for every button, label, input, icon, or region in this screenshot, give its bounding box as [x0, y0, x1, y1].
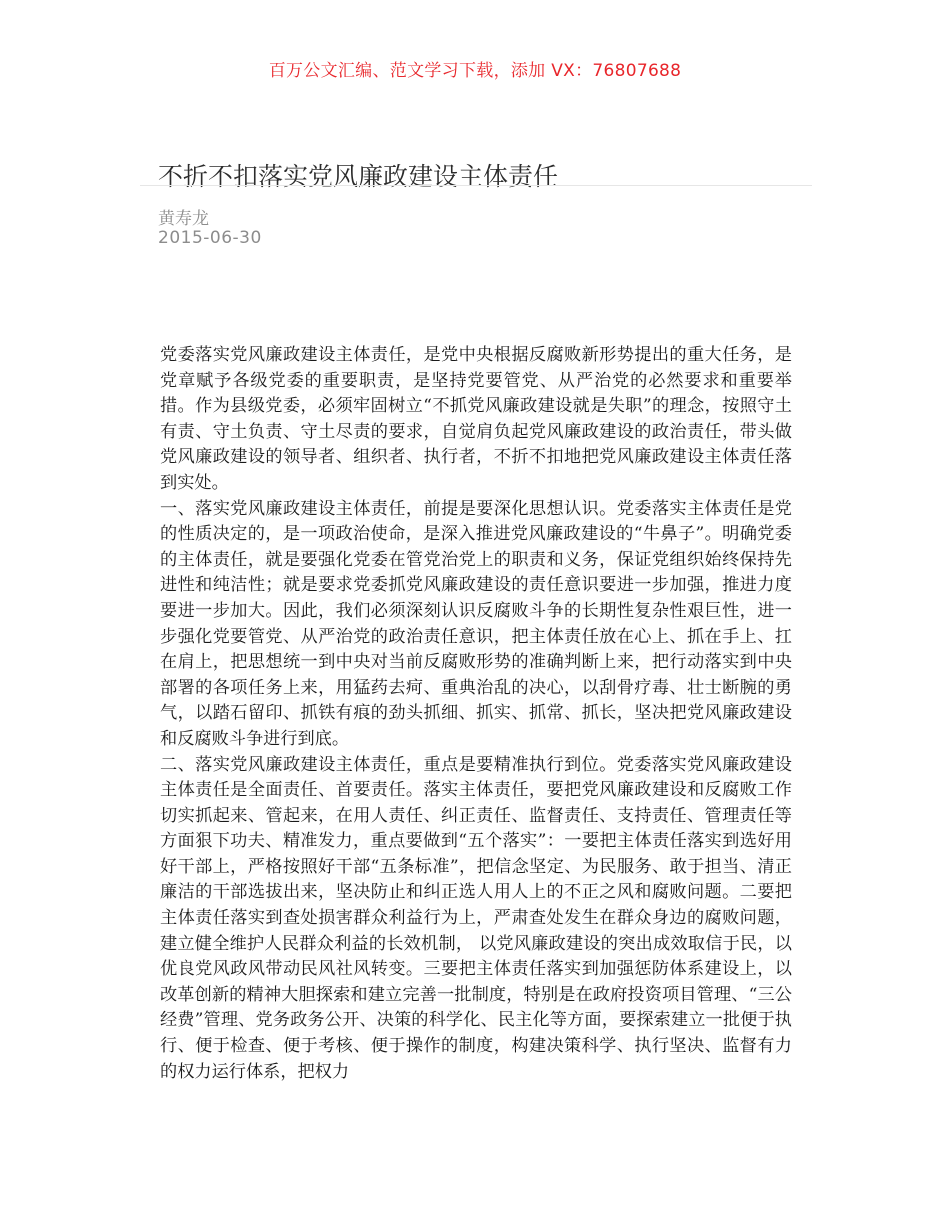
article-title: 不折不扣落实党风廉政建设主体责任: [158, 161, 559, 191]
article-body: [160, 343, 792, 1085]
article-date: 2015-06-30: [158, 228, 262, 248]
title-divider: [140, 185, 812, 186]
body-paragraph: 党委落实党风廉政建设主体责任，是党中央根据反腐败新形势提出的重大任务，是党章赋予各级党委的重要职责，是坚持党要管党、从严治党的必然要求和重要举措。作为县级党委，必须牢固树立“不抓党风廉政建设就是失职”的理念，按照守土有责、守土负责、守土尽责的要求，自觉肩负起党风廉政建设的政治责任，带头做党风廉政建设的领导者、组织者、执行者，不折不扣地把党风廉政建设主体责任落到实处。: [160, 345, 792, 493]
body-paragraph: 二、落实党风廉政建设主体责任，重点是要精准执行到位。党委落实党风廉政建设主体责任是全面责任、首要责任。落实主体责任，要把党风廉政建设和反腐败工作切实抓起来、管起来，在用人责任、纠正责任、监督责任、支持责任、管理责任等方面狠下功夫、精准发力，重点要做到“五个落实”：一要把主体责任落实到选好用好干部上，严格按照好干部“五条标准”，把信念坚定、为民服务、敢于担当、清正廉洁的干部选拔出来，坚决防止和纠正选人用人上的不正之风和腐败问题。二要把主体责任落实到查处损害群众利益行为上，严肃查处发生在群众身边的腐败问题，建立健全维护人民群众利益的长效机制， 以党风廉政建设的突出成效取信于民，以优良党风政风带动民风社风转变。三要把主体责任落实到加强惩防体系建设上，以改革创新的精神大胆探索和建立完善一批制度，特别是在政府投资项目管理、“三公经费”管理、党务政务公开、决策的科学化、民主化等方面，要探索建立一批便于执行、便于检查、便于考核、便于操作的制度，构建决策科学、执行坚决、监督有力的权力运行体系，把权力: [160, 754, 792, 1082]
download-banner: 百万公文汇编、范文学习下载，添加 VX：76807688: [268, 61, 682, 81]
body-paragraph: 一、落实党风廉政建设主体责任，前提是要深化思想认识。党委落实主体责任是党的性质决定的，是一项政治使命，是深入推进党风廉政建设的“牛鼻子”。明确党委的主体责任，就是要强化党委在管党治党上的职责和义务，保证党组织始终保持先进性和纯洁性；就是要求党委抓党风廉政建设的责任意识要进一步加强，推进力度要进一步加大。因此，我们必须深刻认识反腐败斗争的长期性复杂性艰巨性，进一步强化党要管党、从严治党的政治责任意识，把主体责任放在心上、抓在手上、扛在肩上，把思想统一到中央对当前反腐败形势的准确判断上来，把行动落实到中央部署的各项任务上来，用猛药去疴、重典治乱的决心，以刮骨疗毒、壮士断腕的勇气，以踏石留印、抓铁有痕的劲头抓细、抓实、抓常、抓长，坚决把党风廉政建设和反腐败斗争进行到底。: [160, 498, 792, 749]
article-author: 黄寿龙: [158, 209, 209, 229]
